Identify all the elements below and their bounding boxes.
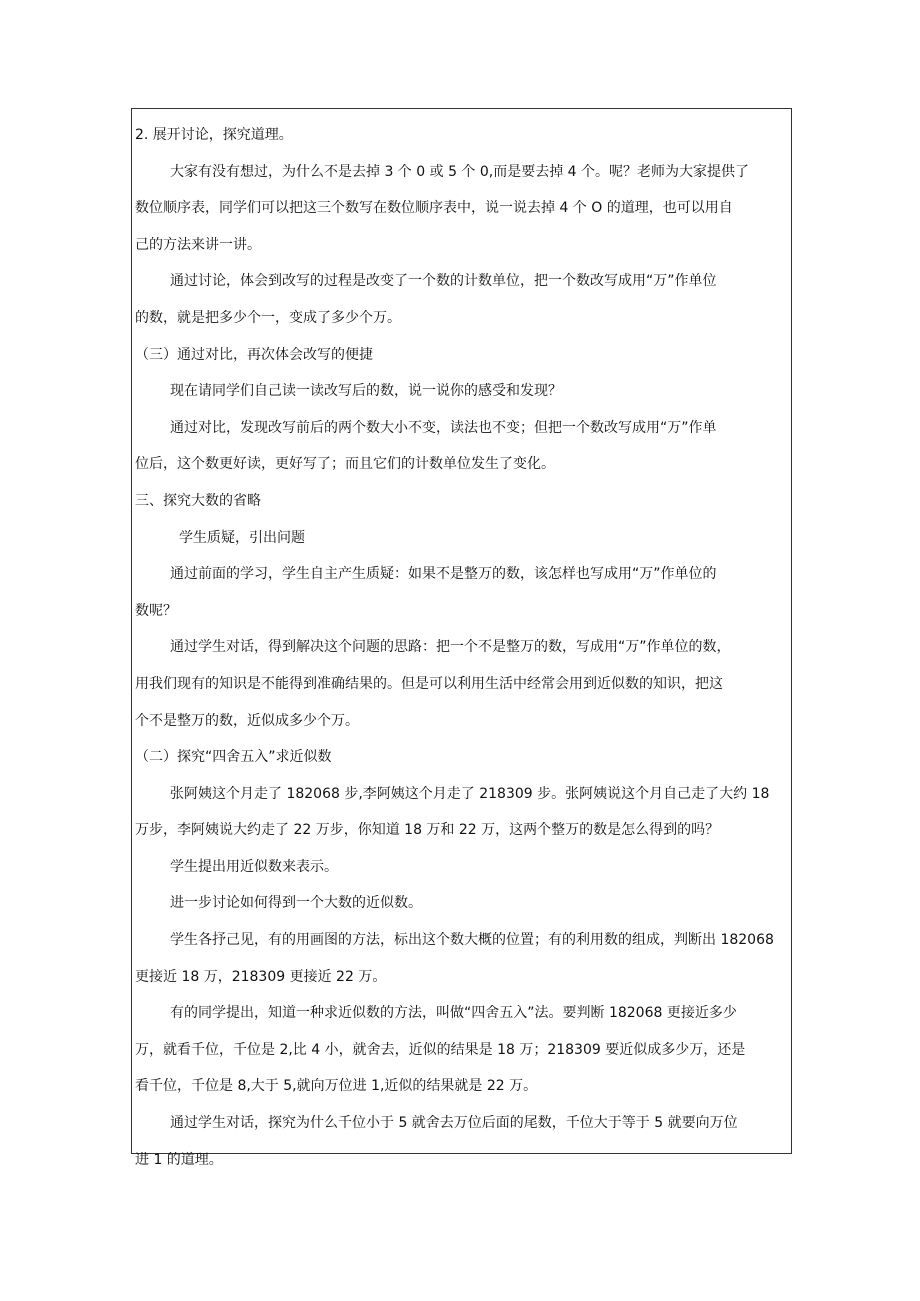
text-line: 数呢？ (135, 602, 177, 619)
text-line: 通过学生对话，探究为什么千位小于 5 就舍去万位后面的尾数，千位大于等于 5 就要向万位 (170, 1115, 738, 1132)
text-line: 个不是整万的数，近似成多少个万。 (135, 712, 359, 729)
text-line: 学生提出用近似数来表示。 (170, 858, 338, 875)
text-line: 张阿姨这个月走了 182068 步,李阿姨这个月走了 218309 步。张阿姨说这个月自己走了大约 18 (170, 785, 770, 802)
text-line: 更接近 18 万，218309 更接近 22 万。 (135, 968, 387, 985)
lesson-content (135, 117, 791, 1178)
text-line: 通过对比，发现改写前后的两个数大小不变，读法也不变；但把一个数改写成用“万”作单 (170, 419, 717, 436)
text-line: （二）探究“四舍五入”求近似数 (135, 749, 332, 766)
text-line: 三、探究大数的省略 (135, 492, 261, 509)
text-line: 的数，就是把多少个一，变成了多少个万。 (135, 309, 401, 326)
text-line: （三）通过对比，再次体会改写的便捷 (135, 346, 373, 363)
text-line: 通过学生对话，得到解决这个问题的思路：把一个不是整万的数，写成用“万”作单位的数， (170, 639, 731, 656)
text-line: 学生质疑，引出问题 (179, 529, 305, 546)
text-line: 通过前面的学习，学生自主产生质疑：如果不是整万的数，该怎样也写成用“万”作单位的 (170, 566, 717, 583)
text-line: 己的方法来讲一讲。 (135, 236, 261, 253)
text-line: 用我们现有的知识是不能得到准确结果的。但是可以利用生活中经常会用到近似数的知识，把这 (135, 675, 723, 692)
text-line: 进 1 的道理。 (135, 1151, 223, 1168)
text-line: 现在请同学们自己读一读改写后的数，说一说你的感受和发现？ (170, 383, 562, 400)
text-line: 进一步讨论如何得到一个大数的近似数。 (170, 895, 422, 912)
text-line: 通过讨论，体会到改写的过程是改变了一个数的计数单位，把一个数改写成用“万”作单位 (170, 273, 717, 290)
text-line: 数位顺序表，同学们可以把这三个数写在数位顺序表中，说一说去掉 4 个 O 的道理，也可以用自 (135, 200, 733, 217)
text-line: 2. 展开讨论，探究道理。 (135, 127, 293, 143)
text-line: 万，就看千位，千位是 2,比 4 小，就舍去，近似的结果是 18 万；218309 要近似成多少万，还是 (135, 1041, 746, 1058)
text-line: 大家有没有想过，为什么不是去掉 3 个 0 或 5 个 0,而是要去掉 4 个。呢？老师为大家提供了 (170, 163, 750, 180)
lesson-table-cell (131, 108, 792, 1168)
text-line: 万步，李阿姨说大约走了 22 万步，你知道 18 万和 22 万，这两个整万的数是怎么得到的吗？ (135, 822, 720, 839)
text-line: 位后，这个数更好读，更好写了；而且它们的计数单位发生了变化。 (135, 456, 555, 473)
text-line: 学生各抒己见，有的用画图的方法，标出这个数大概的位置；有的利用数的组成，判断出 182068 (170, 932, 774, 949)
text-line: 看千位，千位是 8,大于 5,就向万位进 1,近似的结果就是 22 万。 (135, 1078, 538, 1095)
text-line: 有的同学提出，知道一种求近似数的方法，叫做“四舍五入”法。要判断 182068 更接近多少 (170, 1005, 737, 1022)
